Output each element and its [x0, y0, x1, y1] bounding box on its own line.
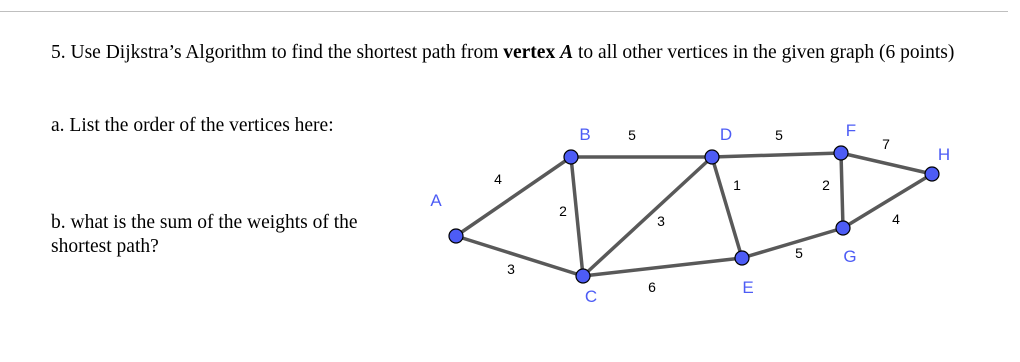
- vertex-label-f: F: [845, 121, 857, 140]
- vertex-e: [735, 251, 749, 265]
- vertex-a: [449, 229, 463, 243]
- vertex-label-c: C: [584, 287, 598, 306]
- edge-e-g: [742, 228, 843, 258]
- vertex-g: [836, 221, 850, 235]
- vertex-label-a: A: [430, 191, 442, 210]
- vertex-f: [834, 146, 848, 160]
- weight-a-b: 4: [494, 171, 502, 187]
- edge-a-c: [456, 236, 583, 276]
- weight-a-c: 3: [507, 261, 515, 277]
- weight-g-h: 4: [892, 211, 900, 227]
- edge-f-g: [841, 153, 843, 228]
- weight-d-e: 1: [733, 177, 741, 193]
- part-a-prompt: a. List the order of the vertices here:: [51, 115, 334, 136]
- question-vertex-word: vertex: [503, 42, 561, 63]
- question-vertex-letter: A: [560, 42, 574, 63]
- vertex-label-b: B: [579, 125, 591, 144]
- edge-g-h: [843, 174, 932, 228]
- weight-e-g: 5: [795, 245, 803, 261]
- edge-a-b: [456, 157, 571, 236]
- edge-c-e: [583, 258, 742, 276]
- weight-f-g: 2: [822, 177, 830, 193]
- weight-d-f: 5: [775, 127, 783, 143]
- weight-c-e: 6: [648, 279, 656, 295]
- vertex-h: [925, 167, 939, 181]
- vertex-label-g: G: [843, 247, 857, 266]
- edge-b-c: [571, 157, 583, 276]
- question-suffix: to all other vertices in the given graph (6 points): [573, 42, 955, 63]
- weight-c-d: 3: [657, 213, 665, 229]
- weight-b-c: 2: [559, 203, 567, 219]
- weight-f-h: 7: [882, 136, 890, 152]
- edge-c-d: [583, 157, 712, 276]
- vertex-label-d: D: [719, 125, 733, 144]
- edge-d-f: [712, 153, 841, 157]
- edge-f-h: [841, 153, 932, 174]
- vertex-label-h: H: [937, 145, 951, 164]
- vertex-label-e: E: [742, 278, 754, 297]
- question-prefix: 5. Use Dijkstra’s Algorithm to find the shortest path from: [51, 42, 504, 63]
- vertex-d: [705, 150, 719, 164]
- part-b-prompt: b. what is the sum of the weights of the shortest path?: [51, 212, 358, 257]
- edge-d-e: [712, 157, 742, 258]
- vertex-b: [564, 150, 578, 164]
- weight-b-d: 5: [628, 127, 636, 143]
- vertex-c: [576, 269, 590, 283]
